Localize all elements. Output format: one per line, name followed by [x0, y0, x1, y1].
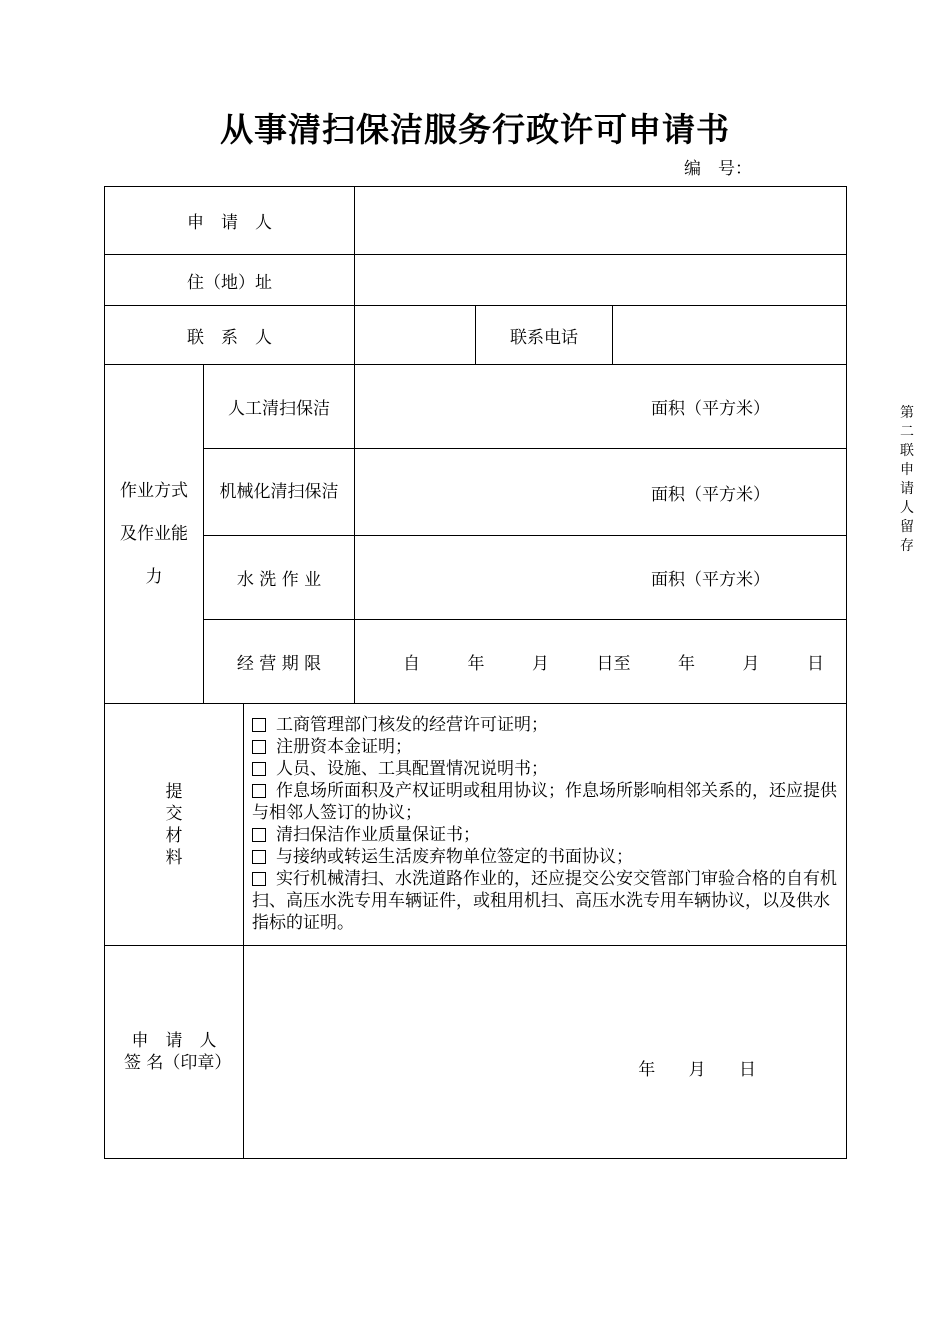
water-washing-label: 水 洗 作 业 [204, 536, 355, 620]
period-label: 经 营 期 限 [204, 620, 355, 704]
checkbox-icon[interactable] [252, 740, 266, 754]
mechanical-cleaning-area[interactable]: 面积（平方米） [355, 449, 847, 536]
manual-cleaning-label: 人工清扫保洁 [204, 365, 355, 449]
period-month-2: 月 [742, 654, 760, 674]
manual-cleaning-area[interactable]: 面积（平方米） [355, 365, 847, 449]
side-note: 第二联申请人留存 [900, 405, 914, 554]
period-day-2: 日 [807, 654, 825, 674]
checkbox-icon[interactable] [252, 850, 266, 864]
materials-label: 提交材料 [165, 781, 183, 868]
application-form [104, 186, 847, 1159]
serial-number-label: 编 号： [684, 159, 752, 179]
page-title: 从事清扫保洁服务行政许可申请书 [220, 110, 730, 149]
signature-month: 月 [688, 1059, 706, 1080]
checkbox-icon[interactable] [252, 872, 266, 886]
material-item[interactable]: 实行机械清扫、水洗道路作业的，还应提交公安交管部门审验合格的自有机扫、高压水洗专用车辆证件，或租用机扫、高压水洗专用车辆协议，以及供水指标的证明。 [252, 869, 837, 933]
signature-label-cell [105, 946, 244, 1159]
mechanical-cleaning-label: 机械化清扫保洁 [204, 449, 355, 536]
phone-field[interactable] [613, 306, 847, 365]
applicant-label: 申 请 人 [105, 187, 355, 255]
signature-year: 年 [638, 1059, 656, 1080]
materials-list [244, 704, 847, 946]
material-item[interactable]: 工商管理部门核发的经营许可证明； [252, 714, 838, 736]
signature-day: 日 [739, 1059, 757, 1080]
water-washing-area[interactable]: 面积（平方米） [355, 536, 847, 620]
period-year-2: 年 [678, 654, 696, 674]
checkbox-icon[interactable] [252, 784, 266, 798]
period-day-to: 日至 [596, 654, 631, 674]
material-item[interactable]: 清扫保洁作业质量保证书； [252, 824, 838, 846]
contact-label: 联 系 人 [105, 306, 355, 365]
checkbox-icon[interactable] [252, 718, 266, 732]
period-year-1: 年 [467, 654, 485, 674]
checkbox-icon[interactable] [252, 762, 266, 776]
checkbox-icon[interactable] [252, 828, 266, 842]
material-item[interactable]: 人员、设施、工具配置情况说明书； [252, 758, 838, 780]
applicant-field[interactable] [355, 187, 847, 255]
material-item[interactable]: 作息场所面积及产权证明或租用协议；作息场所影响相邻关系的，还应提供与相邻人签订的协议； [252, 781, 837, 823]
signature-label: 申 请 人签 名（印章） [124, 1031, 232, 1073]
period-month-1: 月 [532, 654, 550, 674]
material-item[interactable]: 注册资本金证明； [252, 736, 838, 758]
address-field[interactable] [355, 255, 847, 306]
work-mode-label: 作业方式及作业能力 [105, 365, 204, 704]
period-field[interactable] [355, 620, 847, 704]
period-from: 自 [403, 654, 421, 674]
phone-label: 联系电话 [476, 306, 613, 365]
signature-field[interactable] [244, 946, 847, 1159]
materials-label-cell [105, 704, 244, 946]
contact-field[interactable] [355, 306, 476, 365]
address-label: 住（地）址 [105, 255, 355, 306]
material-item[interactable]: 与接纳或转运生活废弃物单位签定的书面协议； [252, 846, 838, 868]
